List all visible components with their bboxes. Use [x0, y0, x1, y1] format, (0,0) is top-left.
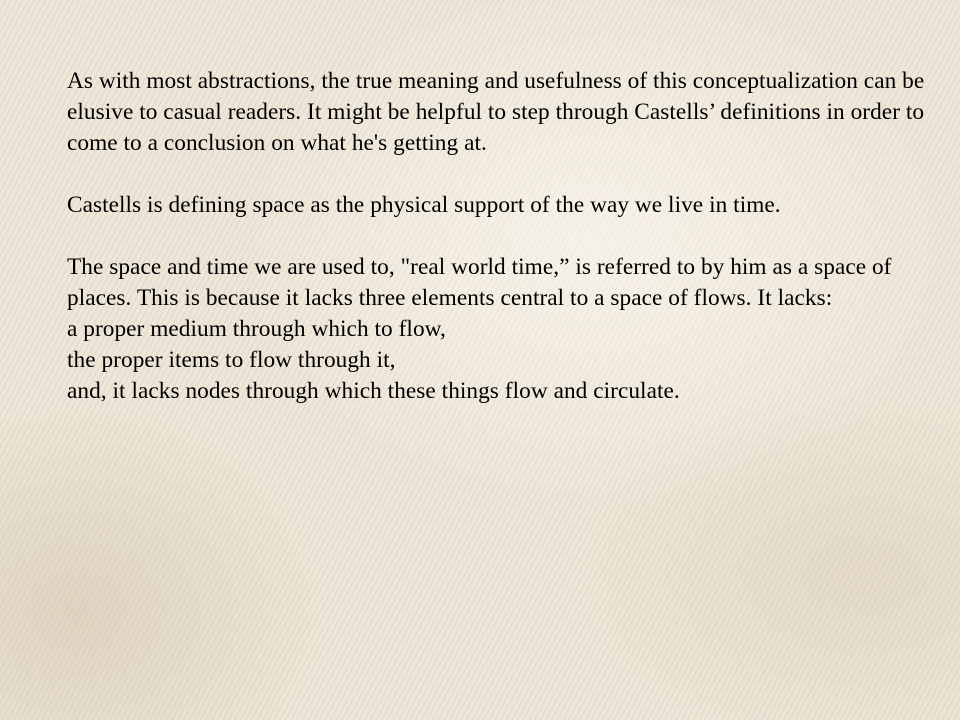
paragraph-spacer — [67, 221, 927, 252]
slide-body-text — [67, 66, 927, 407]
list-item-medium: a proper medium through which to flow, — [67, 316, 446, 342]
paragraph-space-definition: Castells is defining space as the physical support of the way we live in time. — [67, 192, 781, 218]
paragraph-space-of-places: The space and time we are used to, "real world time,” is referred to by him as a space of places. This is because it lacks three elements central to a space of flows. It lacks: — [67, 254, 892, 311]
list-item-nodes: and, it lacks nodes through which these things flow and circulate. — [67, 378, 680, 404]
list-item-items: the proper items to flow through it, — [67, 347, 396, 373]
paragraph-spacer — [67, 159, 927, 190]
paragraph-abstractions: As with most abstractions, the true meaning and usefulness of this conceptualization can be elusive to casual readers. It might be helpful to step through Castells’ definitions in order to come to a conclusion on what he's getting at. — [67, 68, 925, 156]
